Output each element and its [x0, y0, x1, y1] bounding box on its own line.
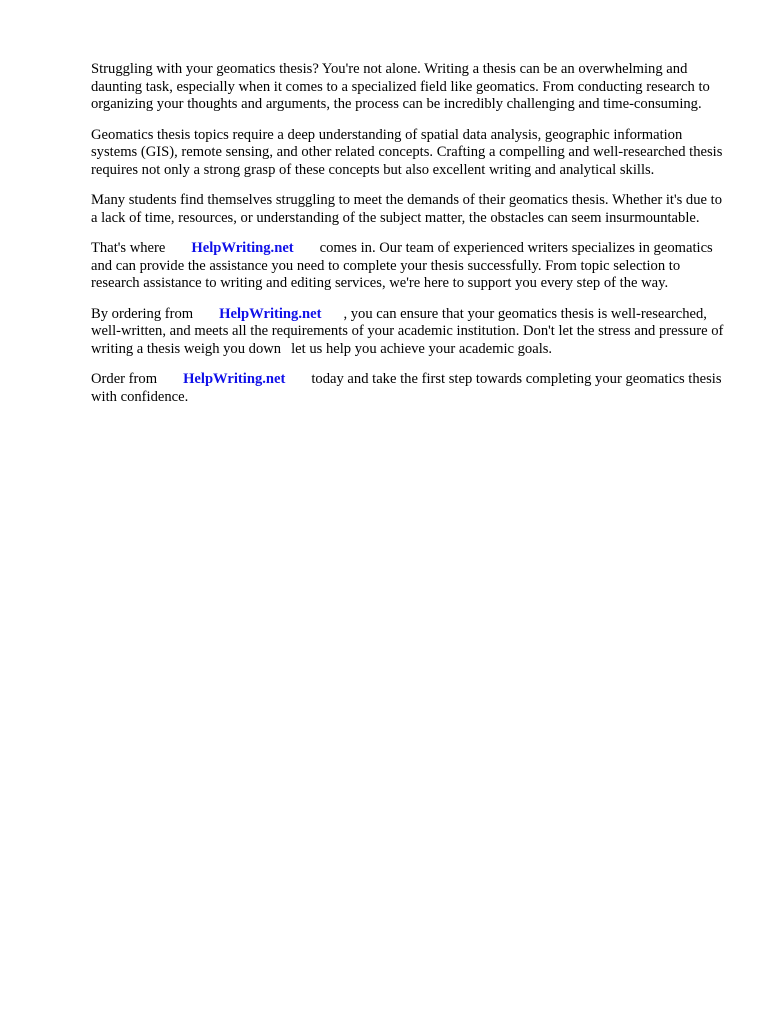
helpwriting-link-3[interactable]: HelpWriting.net: [183, 371, 286, 387]
paragraph-struggles: Many students find themselves struggling to meet the demands of their geomatics thesis. Whether it's due to a lack of time, resources, or understanding of the subject matter, the obstacles can seem insurmountable.: [91, 192, 722, 226]
paragraph-order-now-rest: today and take the first step towards completing your geomatics thesis with confidence.: [91, 371, 722, 405]
helpwriting-link-2[interactable]: HelpWriting.net: [219, 305, 322, 322]
paragraph-service-rest: comes in. Our team of experienced writers specializes in geomatics and can provide the assistance you need to complete your thesis successfully. From topic selection to research assistance to writing and editing services, we're here to support you every step of the way.: [91, 240, 713, 291]
paragraph-service-lead: That's where: [91, 240, 166, 256]
paragraph-ordering-rest: , you can ensure that your geomatics thesis is well-researched, well-written, and meets all the requirements of your academic institution. Don't let the stress and pressure of writing a thesis weigh you down: [91, 305, 724, 357]
paragraph-order-now: [91, 371, 731, 406]
paragraph-topics: Geomatics thesis topics require a deep understanding of spatial data analysis, geographic information systems (GIS), remote sensing, and other related concepts. Crafting a compelling and well-researched thesis requires not only a strong grasp of these concepts but also excellent writing and analytical skills.: [91, 126, 723, 178]
paragraph-ordering-tail: let us help you achieve your academic goals.: [291, 340, 553, 357]
document-body: [91, 61, 731, 419]
paragraph-service: [91, 240, 731, 293]
paragraph-intro: Struggling with your geomatics thesis? You're not alone. Writing a thesis can be an overwhelming and daunting task, especially when it comes to a specialized field like geomatics. From conducting research to organizing your thoughts and arguments, the process can be incredibly challenging and time-consuming.: [91, 61, 710, 112]
paragraph-ordering-lead: By ordering from: [91, 305, 194, 322]
helpwriting-link-1[interactable]: HelpWriting.net: [191, 240, 294, 256]
paragraph-ordering: [91, 306, 731, 359]
paragraph-order-now-lead: Order from: [91, 371, 158, 387]
